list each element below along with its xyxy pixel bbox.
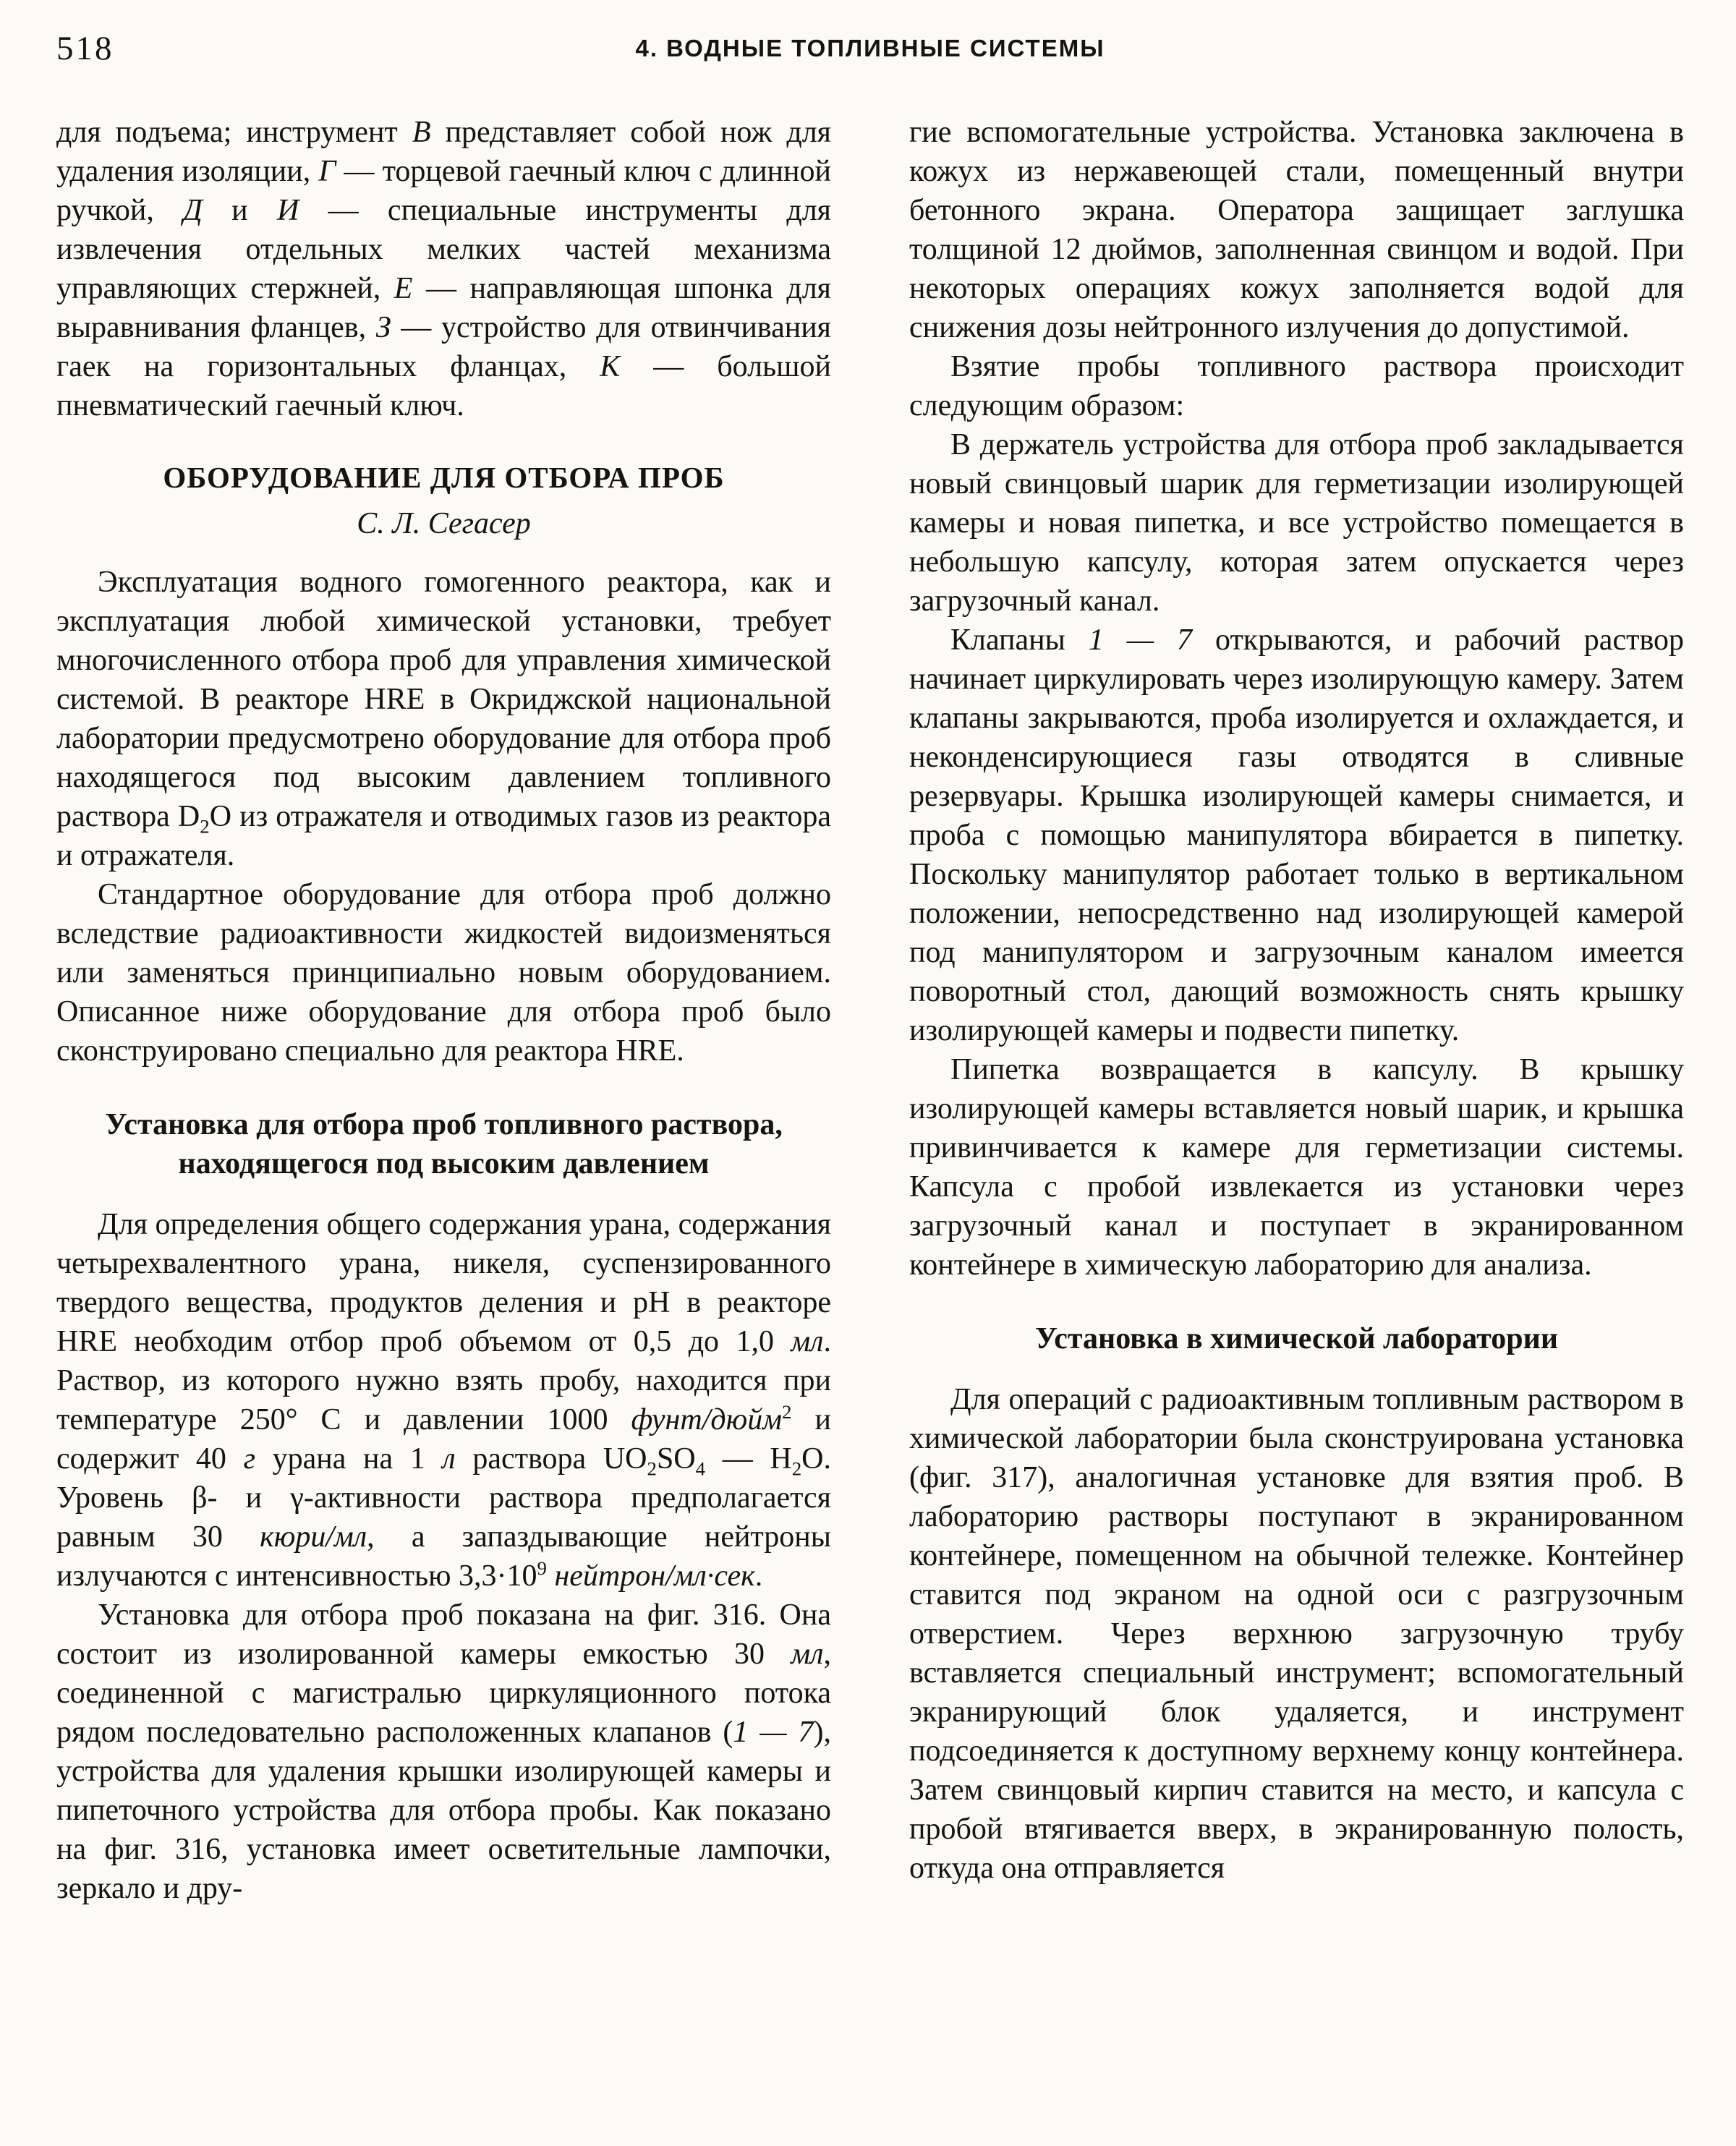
page-number: 518	[56, 30, 114, 67]
running-title: 4. ВОДНЫЕ ТОПЛИВНЫЕ СИСТЕМЫ	[635, 35, 1105, 61]
paragraph: Стандартное оборудование для отбора проб должно вследствие радиоактивности жидкостей видоизменяться или заменяться принципиально новым оборудованием. Описанное ниже оборудование для отбора проб было сконструировано специально для реактора HRE.	[56, 878, 831, 1068]
paragraph: Для операций с радиоактивным топливным раствором в химической лаборатории была сконструирована установка (фиг. 317), аналогичная установке для взятия проб. В лабораторию растворы поступают в экранированном контейнере, помещенном на обычной тележке. Контейнер ставится под экраном на одной оси с разгрузочным отверстием. Через верхнюю загрузочную трубу вставляется специальный инструмент; вспомогательный экранирующий блок удаляется, и инструмент подсоединяется к доступному верхнему концу контейнера. Затем свинцовый кирпич ставится на место, и капсула с пробой втягивается вверх, в экранированную полость, откуда она отправляется	[909, 1383, 1684, 1885]
left-column	[56, 113, 831, 1908]
right-column	[909, 113, 1684, 1908]
paragraph: Установка для отбора проб показана на фиг. 316. Она состоит из изолированной камеры емкостью 30 мл, соединенной с магистралью циркуляционного потока рядом последовательно расположенных клапанов (1 — 7), устройства для удаления крышки изолирующей камеры и пипеточного устройства для отбора пробы. Как показано на фиг. 316, установка имеет осветительные лампочки, зеркало и дру-	[56, 1598, 831, 1905]
paragraph-continuation: гие вспомогательные устройства. Установка заключена в кожух из нержавеющей стали, помещенный внутри бетонного экрана. Оператора защищает заглушка толщиной 12 дюймов, заполненная свинцом и водой. При некоторых операциях кожух заполняется водой для снижения дозы нейтронного излучения до допустимой.	[909, 116, 1684, 344]
section-heading: ОБОРУДОВАНИЕ ДЛЯ ОТБОРА ПРОБ	[163, 461, 725, 494]
subsection-heading: Установка в химической лаборатории	[1034, 1322, 1559, 1355]
paragraph: Для определения общего содержания урана, содержания четырехвалентного урана, никеля, суспензированного твердого вещества, продуктов деления и pH в реакторе HRE необходим отбор проб объемом от 0,5 до 1,0 мл. Раствор, из которого нужно взять пробу, находится при температуре 250° С и давлении 1000 фунт/дюйм$^2$ и содержит 40 г урана на 1 л раствора $UO_2SO_4$ — $H_2O$. Уровень β- и γ-активности раствора предполагается равным 30 кюри/мл, а запаздывающие нейтроны излучаются с интенсивностью $3,3\cdot 10^9$ нейтрон/мл·сек.	[56, 1208, 831, 1593]
paragraph: Пипетка возвращается в капсулу. В крышку изолирующей камеры вставляется новый шарик, и крышка привинчивается к камере для герметизации системы. Капсула с пробой извлекается из установки через загрузочный канал и поступает в экранированном контейнере в химическую лабораторию для анализа.	[909, 1053, 1684, 1282]
paragraph: В держатель устройства для отбора проб закладывается новый свинцовый шарик для герметизации изолирующей камеры и новая пипетка, и все устройство помещается в небольшую капсулу, которая затем опускается через загрузочный канал.	[909, 428, 1684, 618]
text-columns	[56, 113, 1684, 1908]
subsection-heading: Установка для отбора проб топливного раствора, находящегося под высоким давлением	[105, 1108, 783, 1180]
paragraph-continuation: для подъема; инструмент В представляет собой нож для удаления изоляции, Г — торцевой гаечный ключ с длинной ручкой, Д и И — специальные инструменты для извлечения отдельных мелких частей механизма управляющих стержней, Е — направляющая шпонка для выравнивания фланцев, З — устройство для отвинчивания гаек на горизонтальных фланцах, К — большой пневматический гаечный ключ.	[56, 116, 832, 422]
page-header	[56, 29, 1684, 81]
paragraph: Взятие пробы топливного раствора происходит следующим образом:	[909, 350, 1684, 422]
paragraph: Эксплуатация водного гомогенного реактора, как и эксплуатация любой химической установки, требует многочисленного отбора проб для управления химической системой. В реакторе HRE в Окриджской национальной лаборатории предусмотрено оборудование для отбора проб находящегося под высоким давлением топливного раствора $D_2O$ из отражателя и отводимых газов из реактора и отражателя.	[56, 566, 831, 872]
author-byline: С. Л. Сегасер	[357, 507, 531, 540]
paragraph: Клапаны 1 — 7 открываются, и рабочий раствор начинает циркулировать через изолирующую камеру. Затем клапаны закрываются, проба изолируется и охлаждается, и неконденсирующиеся газы отводятся в сливные резервуары. Крышка изолирующей камеры снимается, и проба с помощью манипулятора вбирается в пипетку. Поскольку манипулятор работает только в вертикальном положении, непосредственно над изолирующей камерой под манипулятором и загрузочным каналом имеется поворотный стол, дающий возможность снять крышку изолирующей камеры и подвести пипетку.	[909, 623, 1684, 1047]
